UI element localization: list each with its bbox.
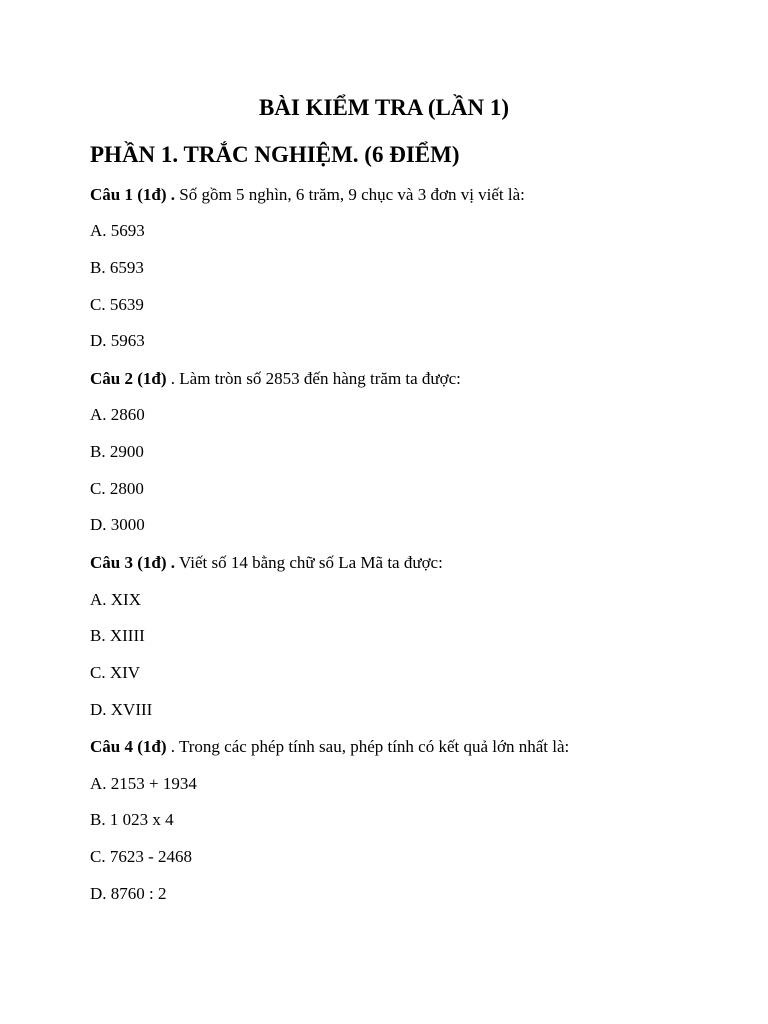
document-title: BÀI KIỂM TRA (LẦN 1) [258, 95, 510, 120]
question-3-label: Câu 3 (1đ) . [90, 553, 176, 572]
question-3-option-a: A. XIX [90, 590, 141, 609]
question-1-label: Câu 1 (1đ) . [90, 185, 176, 204]
question-2-option-c: C. 2800 [90, 479, 144, 498]
question-4-label: Câu 4 (1đ) [90, 737, 167, 756]
question-4-option-b: B. 1 023 x 4 [90, 810, 174, 829]
question-2-text: . Làm tròn số 2853 đến hàng trăm ta được: [166, 369, 461, 388]
question-1-option-d: D. 5963 [90, 331, 145, 350]
question-1-option-a: A. 5693 [90, 221, 145, 240]
question-4-option-a: A. 2153 + 1934 [90, 774, 197, 793]
question-3-option-c: C. XIV [90, 663, 141, 682]
question-2 [90, 368, 461, 390]
question-3-option-b: B. XIIII [90, 626, 145, 645]
question-2-label: Câu 2 (1đ) [90, 369, 167, 388]
question-3-option-d: D. XVIII [90, 700, 153, 719]
section-heading: PHẦN 1. TRẮC NGHIỆM. (6 ĐIỂM) [90, 142, 460, 167]
question-4-option-c: C. 7623 - 2468 [90, 847, 192, 866]
question-1-option-c: C. 5639 [90, 295, 144, 314]
question-4-text: . Trong các phép tính sau, phép tính có kết quả lớn nhất là: [166, 737, 570, 756]
question-4-option-d: D. 8760 : 2 [90, 884, 167, 903]
question-1-option-b: B. 6593 [90, 258, 144, 277]
question-2-option-b: B. 2900 [90, 442, 144, 461]
question-3-text: Viết số 14 bằng chữ số La Mã ta được: [175, 553, 443, 572]
question-2-option-a: A. 2860 [90, 405, 145, 424]
question-3 [90, 552, 443, 574]
question-4 [90, 736, 569, 758]
question-2-option-d: D. 3000 [90, 515, 145, 534]
question-1-text: Số gồm 5 nghìn, 6 trăm, 9 chục và 3 đơn vị viết là: [175, 185, 525, 204]
question-1 [90, 184, 525, 206]
